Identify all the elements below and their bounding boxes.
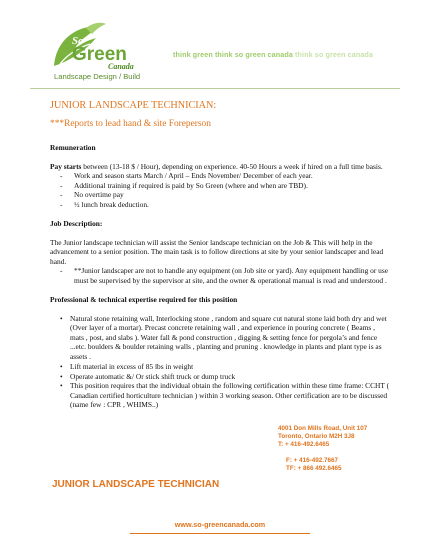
reports-to-line: ***Reports to lead hand & site Foreperson — [50, 119, 211, 129]
list-item: - **Junior landscaper are not to handle any equipment (on Job site or yard). Any equipment handling or use must be supervised by the supervisor at site, and the owner & operational manual is read and understood . — [50, 266, 390, 285]
pay-paragraph — [50, 162, 390, 171]
remuneration-list — [50, 171, 390, 209]
address-line-2: Toronto, Ontario M2H 3J8 — [278, 433, 355, 440]
job-posting — [50, 100, 390, 420]
list-item: - Work and season starts March / April – Ends November/ December of each year. — [50, 171, 390, 180]
header-divider — [30, 88, 400, 89]
tagline — [173, 50, 373, 59]
expertise-list — [50, 314, 390, 410]
letterhead — [36, 18, 416, 88]
list-item: - No overtime pay — [50, 190, 390, 199]
logo-canada-text: Canada — [108, 62, 134, 71]
job-description-text: The Junior landscape technician will assist the Senior landscape technician on the Job & This will help in the advancement to a senior position. The main task is to follow directions at site by your senior landscaper and lead hand. — [50, 238, 384, 266]
tagline-part-c: think so green canada — [292, 50, 374, 59]
tagline-part-b: think so green canada — [212, 50, 293, 59]
list-item: - ½ lunch break deduction. — [50, 200, 390, 209]
fax: F: + 416-492.7667 — [286, 457, 338, 464]
remuneration-heading: Remuneration — [50, 143, 96, 152]
list-item: • Operate automatic &/ Or stick shift truck or dump truck — [50, 372, 390, 381]
phone: T: + 416-492.6465 — [278, 441, 330, 448]
job-description-list — [50, 266, 390, 285]
pay-text: between (13-18 $ / Hour), depending on experience. 40-50 Hours a week if hired on a full time basis. — [81, 162, 383, 171]
footer-title: JUNIOR LANDSCAPE TECHNICIAN — [52, 479, 220, 490]
list-item: - Additional training if required is paid by So Green (where and when are TBD). — [50, 181, 390, 190]
expertise-heading: Professional & technical expertise required for this position — [50, 295, 238, 305]
logo-green-text: Green — [72, 44, 127, 65]
list-item: • Natural stone retaining wall, Interlocking stone , random and square cut natural stone laid both dry and wet (Over layer of a mortar). Precast concrete retaining wall , and experience in pouring concrete ( Beams , mats , post, and slabs ). Water fall & pond construction , digging & setting fence for pergola’s and fence ...etc. boulders & boulder retaining walls , planting and pruning . knowledge in plants and plant type is as assets . — [50, 314, 390, 361]
website-link[interactable]: www.so-greencanada.com — [174, 520, 266, 529]
list-item: • This position requires that the individual obtain the following certification within these time frame: CCHT ( Canadian certified horticulture technician ) within 3 working season. Other certification are to be discussed (name few : CPR , WHIMS..) — [50, 381, 390, 409]
list-item: • Lift material in excess of 85 lbs in weight — [50, 362, 390, 371]
job-description-heading: Job Description: — [50, 219, 103, 229]
logo-so-text: So — [72, 35, 84, 47]
page-title: JUNIOR LANDSCAPE TECHNICIAN: — [50, 100, 217, 111]
tagline-part-a: think green — [173, 50, 213, 59]
subhead: Landscape Design / Build — [54, 72, 141, 81]
address-line-1: 4001 Don Mills Road, Unit 107 — [278, 425, 368, 432]
toll-free: TF: + 866 492.6465 — [286, 465, 342, 472]
pay-label: Pay starts — [50, 162, 82, 171]
footer-divider — [130, 533, 310, 534]
so-green-logo — [46, 20, 156, 80]
contact-block — [278, 425, 367, 473]
